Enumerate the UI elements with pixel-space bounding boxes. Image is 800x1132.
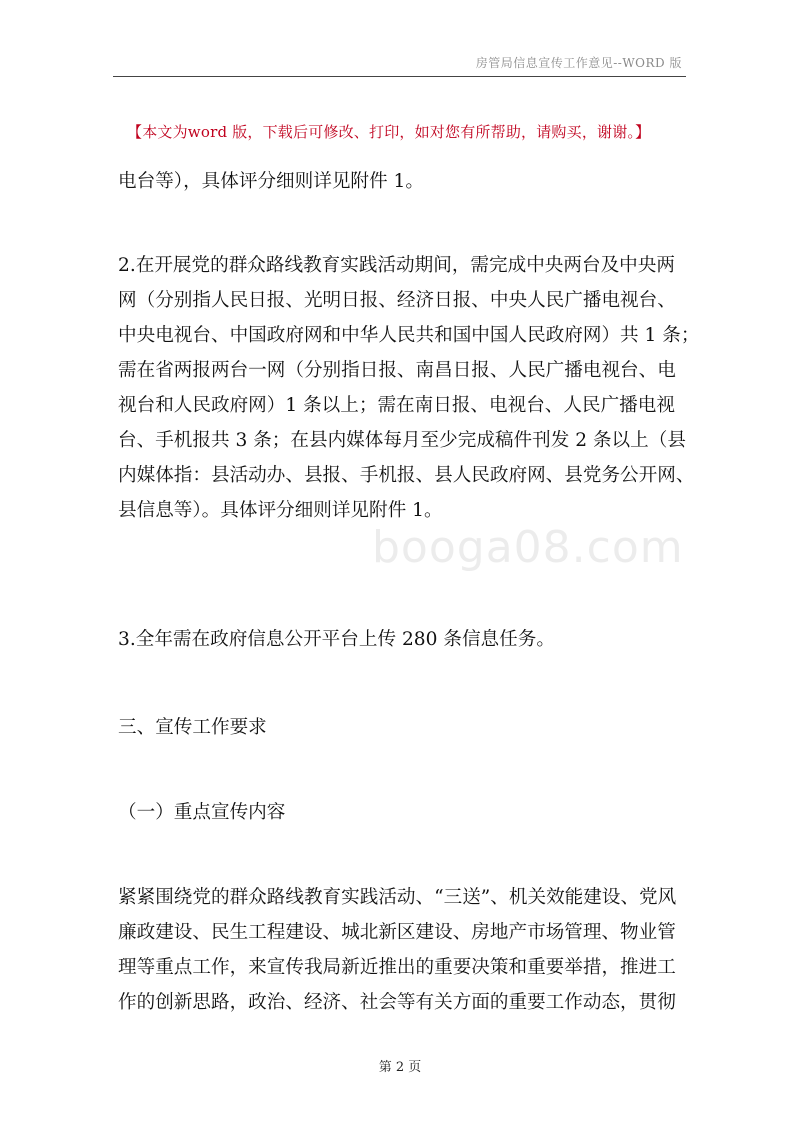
- watermark: booga08.com: [372, 522, 684, 573]
- text-line: 理等重点工作，来宣传我局新近推出的重要决策和重要举措，推进工: [118, 957, 676, 978]
- text-line: 网（分别指人民日报、光明日报、经济日报、中央人民广播电视台、: [118, 290, 676, 311]
- running-header: 房管局信息宣传工作意见--WORD 版: [475, 56, 682, 70]
- paragraph-4: [118, 880, 690, 1020]
- text-line: 紧紧围绕党的群众路线教育实践活动、“三送”、机关效能建设、党风: [118, 887, 677, 908]
- text-line: （一）重点宣传内容: [118, 802, 286, 823]
- paragraph-2: [118, 248, 700, 528]
- text-line: 中央电视台、中国政府网和中华人民共和国中国人民政府网）共 1 条；: [118, 325, 700, 346]
- text-line: 县信息等）。具体评分细则详见附件 1。: [118, 500, 443, 521]
- section-heading: [118, 710, 690, 745]
- text-line: 3.全年需在政府信息公开平台上传 280 条信息任务。: [118, 629, 555, 650]
- header-divider: [113, 76, 686, 77]
- text-line: 电台等），具体评分细则详见附件 1。: [118, 171, 424, 192]
- text-line: 廉政建设、民生工程建设、城北新区建设、房地产市场管理、物业管: [118, 922, 676, 943]
- text-line: 需在省两报两台一网（分别指日报、南昌日报、人民广播电视台、电: [118, 360, 676, 381]
- download-notice: 【本文为word 版，下载后可修改、打印，如对您有所帮助，请购买，谢谢。】: [127, 123, 651, 141]
- text-line: 台、手机报共 3 条；在县内媒体每月至少完成稿件刊发 2 条以上（县: [118, 430, 686, 451]
- text-line: 内媒体指：县活动办、县报、手机报、县人民政府网、县党务公开网、: [118, 465, 695, 486]
- text-line: 三、宣传工作要求: [118, 717, 267, 738]
- text-line: 2.在开展党的群众路线教育实践活动期间，需完成中央两台及中央两: [118, 255, 675, 276]
- text-line: 视台和人民政府网）1 条以上；需在南日报、电视台、人民广播电视: [118, 395, 675, 416]
- paragraph-3: [118, 622, 690, 657]
- subsection-heading: [118, 795, 690, 830]
- page-number: 第 2 页: [378, 1060, 422, 1075]
- paragraph-1: [118, 164, 690, 199]
- text-line: 作的创新思路，政治、经济、社会等有关方面的重要工作动态，贯彻: [118, 992, 676, 1013]
